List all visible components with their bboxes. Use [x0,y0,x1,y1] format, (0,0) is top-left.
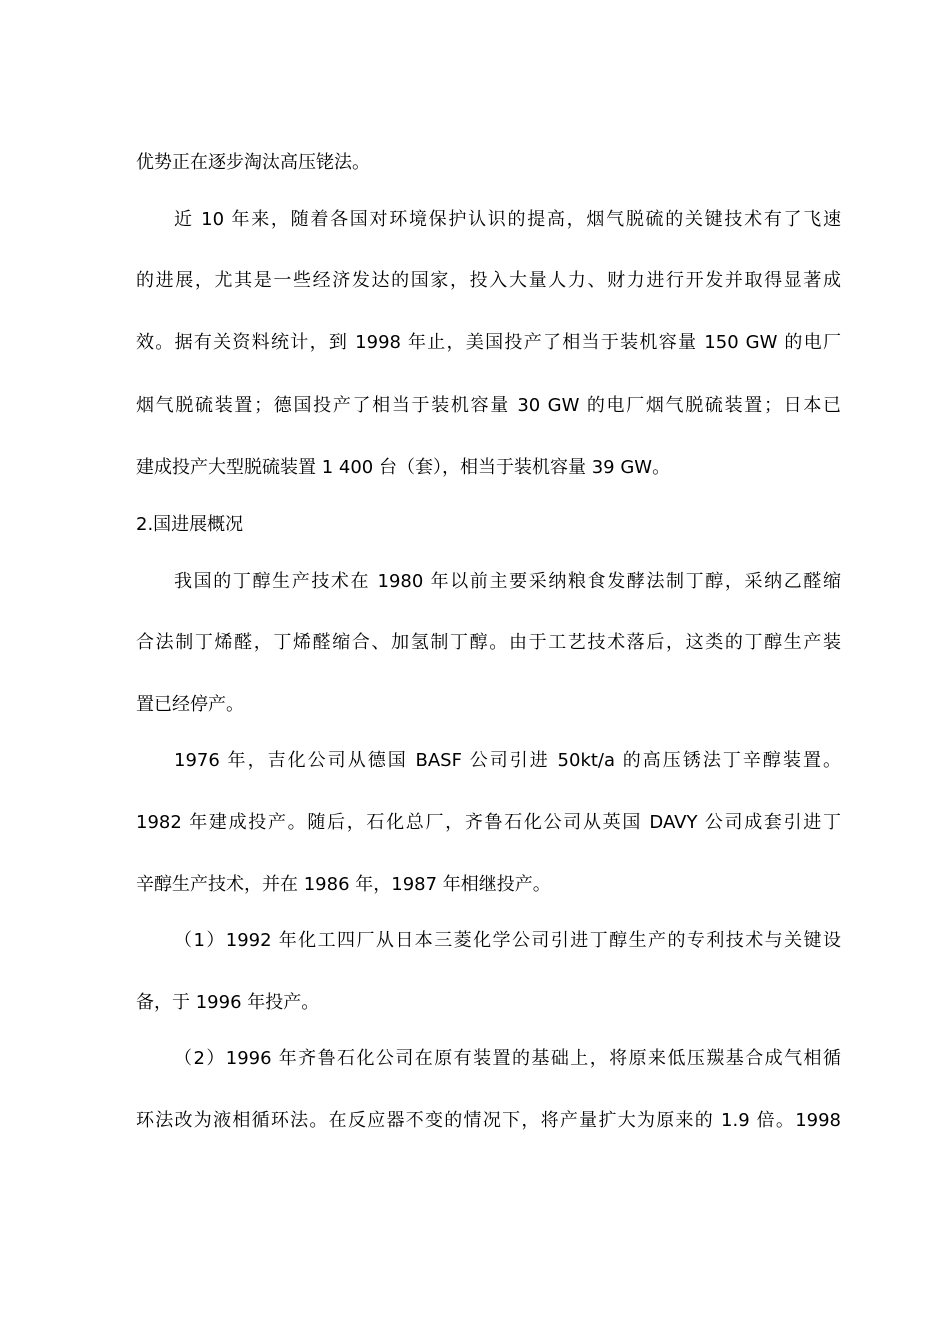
list-item-line: 环法改为液相循环法。在反应器不变的情况下，将产量扩大为原来的 1.9 倍。1998 [136,1110,841,1131]
paragraph-line: 的进展，尤其是一些经济发达的国家，投入大量人力、财力进行开发并取得显著成 [136,270,841,291]
paragraph-line: 效。据有关资料统计，到 1998 年止，美国投产了相当于装机容量 150 GW 的电厂 [136,332,841,353]
paragraph-line: 1982 年建成投产。随后，石化总厂，齐鲁石化公司从英国 DAVY 公司成套引进丁 [136,812,841,833]
paragraph-line: 我国的丁醇生产技术在 1980 年以前主要采纳粮食发酵法制丁醇，采纳乙醛缩 [174,571,841,592]
list-item-line: 备，于 1996 年投产。 [136,992,320,1013]
paragraph-line: 合法制丁烯醛，丁烯醛缩合、加氢制丁醇。由于工艺技术落后，这类的丁醇生产装 [136,632,841,653]
paragraph-line: 优势正在逐步淘汰高压铑法。 [136,152,370,173]
paragraph-line: 建成投产大型脱硫装置 1 400 台（套），相当于装机容量 39 GW。 [136,457,671,478]
paragraph-line: 近 10 年来，随着各国对环境保护认识的提高，烟气脱硫的关键技术有了飞速 [174,209,841,230]
list-item-line: （2）1996 年齐鲁石化公司在原有装置的基础上，将原来低压羰基合成气相循 [174,1048,841,1069]
section-heading: 2.国进展概况 [136,514,244,535]
paragraph-line: 1976 年，吉化公司从德国 BASF 公司引进 50kt/a 的高压锈法丁辛醇装置。 [174,750,841,771]
paragraph-line: 置已经停产。 [136,694,244,715]
list-item-line: （1）1992 年化工四厂从日本三菱化学公司引进丁醇生产的专利技术与关键设 [174,930,841,951]
paragraph-line: 辛醇生产技术，并在 1986 年，1987 年相继投产。 [136,874,551,895]
paragraph-line: 烟气脱硫装置；德国投产了相当于装机容量 30 GW 的电厂烟气脱硫装置；日本已 [136,395,841,416]
